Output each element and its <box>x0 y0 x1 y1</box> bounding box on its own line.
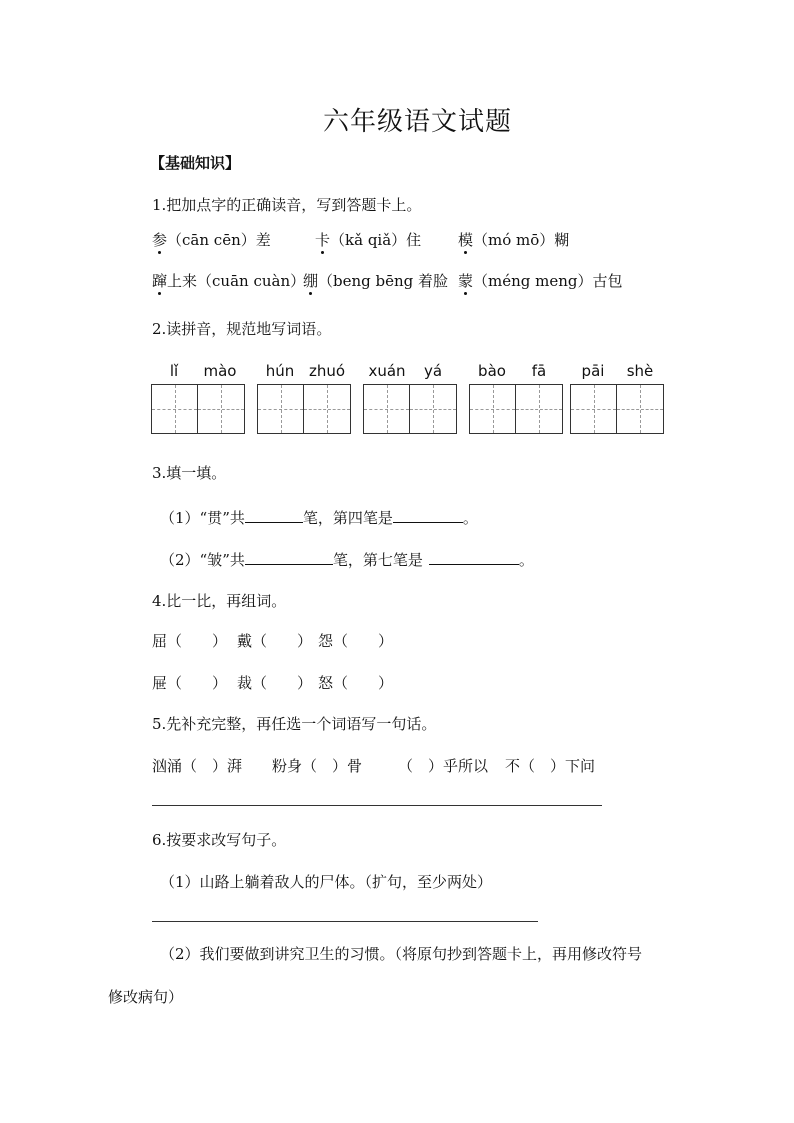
q1-dotted-char: 蹿 <box>152 272 168 290</box>
q1-item-3: 模（mó mō）糊 <box>458 231 570 249</box>
pinyin-label: lǐ <box>169 362 179 380</box>
q1-item-5: 绷（beng bēng 着脸 <box>303 272 449 290</box>
pinyin-label: xuán <box>368 362 406 380</box>
pinyin-label: bào <box>478 362 506 380</box>
q5-item: （ ）乎所以 <box>398 757 489 775</box>
q6-item-2: （2）我们要做到讲究卫生的习惯。（将原句抄到答题卡上，再用修改符号 <box>160 945 643 963</box>
q2-heading: 2.读拼音，规范地写词语。 <box>152 320 332 338</box>
q4-item: 戴（ ） <box>237 632 313 650</box>
q1-dotted-char: 绷 <box>303 272 319 290</box>
grid-cell[interactable] <box>410 385 456 433</box>
q4-item: 怨（ ） <box>318 632 394 650</box>
pinyin-label: fā <box>531 362 547 380</box>
grid-cell[interactable] <box>571 385 617 433</box>
writing-grid-2[interactable] <box>257 384 351 434</box>
q4-item: 屈（ ） <box>152 632 228 650</box>
q5-item: 不（ ）下问 <box>505 757 596 775</box>
writing-grid-5[interactable] <box>570 384 664 434</box>
answer-blank[interactable] <box>393 508 463 523</box>
q4-heading: 4.比一比，再组词。 <box>152 592 287 610</box>
q4-item: 裁（ ） <box>237 674 313 692</box>
answer-blank[interactable] <box>245 508 303 523</box>
page-title: 六年级语文试题 <box>323 107 513 137</box>
q4-item: 屉（ ） <box>152 674 228 692</box>
q6-heading: 6.按要求改写句子。 <box>152 831 287 849</box>
answer-blank[interactable] <box>429 550 519 565</box>
q3-heading: 3.填一填。 <box>152 464 227 482</box>
writing-grid-3[interactable] <box>363 384 457 434</box>
q1-item-2: 卡（kǎ qiǎ）住 <box>315 231 422 249</box>
q1-dotted-char: 模 <box>458 231 474 249</box>
writing-grid-4[interactable] <box>469 384 563 434</box>
pinyin-label: shè <box>626 362 654 380</box>
grid-cell[interactable] <box>470 385 516 433</box>
q3-item-2: （2）“皱”共 笔，第七笔是 。 <box>160 551 534 569</box>
grid-cell[interactable] <box>617 385 663 433</box>
grid-cell[interactable] <box>198 385 244 433</box>
q5-item: 汹涌（ ）湃 <box>152 757 243 775</box>
writing-grid-1[interactable] <box>151 384 245 434</box>
q6-item-1: （1）山路上躺着敌人的尸体。（扩句，至少两处） <box>160 873 493 891</box>
grid-cell[interactable] <box>364 385 410 433</box>
q1-dotted-char: 卡 <box>315 231 331 249</box>
pinyin-label: yá <box>423 362 443 380</box>
q1-dotted-char: 参 <box>152 231 168 249</box>
pinyin-label: mào <box>203 362 237 380</box>
pinyin-label: pāi <box>581 362 605 380</box>
q5-heading: 5.先补充完整，再任选一个词语写一句话。 <box>152 715 437 733</box>
grid-cell[interactable] <box>516 385 562 433</box>
answer-line[interactable] <box>152 921 538 922</box>
grid-cell[interactable] <box>152 385 198 433</box>
answer-blank[interactable] <box>245 550 333 565</box>
answer-line[interactable] <box>152 805 602 806</box>
q3-item-1: （1）“贯”共 笔，第四笔是 。 <box>160 509 478 527</box>
grid-cell[interactable] <box>304 385 350 433</box>
q5-item: 粉身（ ）骨 <box>272 757 363 775</box>
q4-item: 怒（ ） <box>318 674 394 692</box>
q1-item-1: 参（cān cēn）差 <box>152 231 271 249</box>
q6-item-2-cont: 修改病句） <box>108 988 184 1006</box>
pinyin-label: hún <box>265 362 295 380</box>
pinyin-row <box>0 362 794 386</box>
q1-item-6: 蒙（méng meng）古包 <box>458 272 623 290</box>
q1-item-4: 蹿上来（cuān cuàn） <box>152 272 306 290</box>
pinyin-label: zhuó <box>308 362 346 380</box>
section-heading: 【基础知识】 <box>150 154 241 172</box>
q1-dotted-char: 蒙 <box>458 272 474 290</box>
grid-cell[interactable] <box>258 385 304 433</box>
q1-heading: 1.把加点字的正确读音，写到答题卡上。 <box>152 196 422 214</box>
